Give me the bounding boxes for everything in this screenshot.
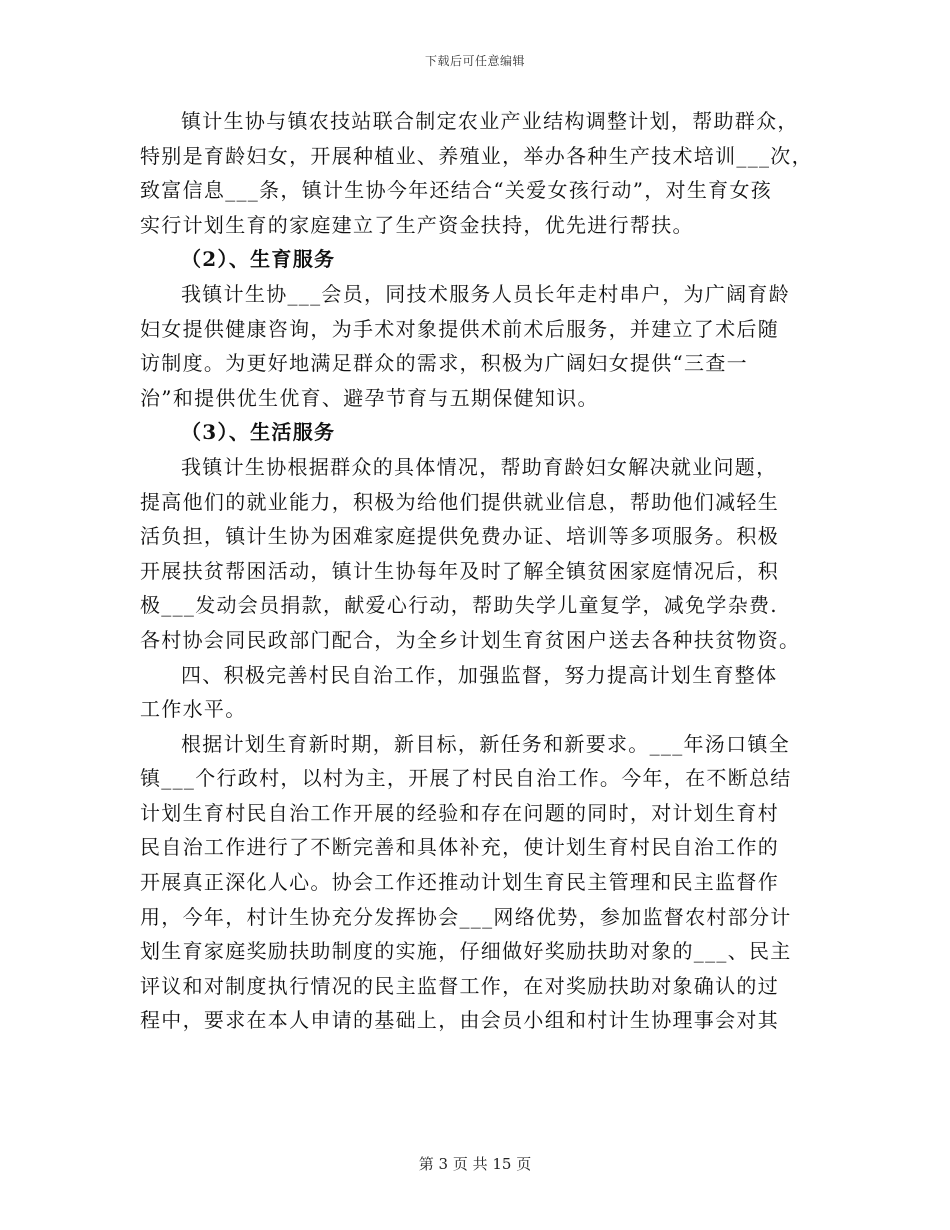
paragraph-line: 划生育家庭奖励扶助制度的实施，仔细做好奖励扶助对象的___、民主: [140, 939, 792, 964]
paragraph-line: 访制度。为更好地满足群众的需求，积极为广阔妇女提供“三查一: [140, 351, 748, 376]
paragraph-line: 我镇计生协根据群众的具体情况，帮助育龄妇女解决就业问题，: [181, 454, 778, 479]
paragraph-line: 妇女提供健康咨询，为手术对象提供术前术后服务，并建立了术后随: [140, 316, 779, 341]
paragraph-line: 特别是育龄妇女，开展种植业、养殖业，举办各种生产技术培训___次，: [140, 143, 813, 168]
document-body: [140, 104, 816, 1038]
paragraph-line: 我镇计生协___会员，同技术服务人员长年走村串户，为广阔育龄: [181, 281, 790, 306]
section-heading-autonomy: 四、积极完善村民自治工作，加强监督，努力提高计划生育整体: [181, 662, 778, 687]
paragraph-line: 根据计划生育新时期，新目标，新任务和新要求。___年汤口镇全: [181, 731, 790, 756]
paragraph-line: 致富信息___条，镇计生协今年还结合“关爱女孩行动”，对生育女孩: [140, 178, 773, 203]
paragraph-line: 计划生育村民自治工作开展的经验和存在问题的同时，对计划生育村: [140, 800, 779, 825]
paragraph-line: 提高他们的就业能力，积极为给他们提供就业信息，帮助他们减轻生: [140, 489, 779, 514]
paragraph-line: 开展扶贫帮困活动，镇计生协每年及时了解全镇贫困家庭情况后，积: [140, 558, 779, 583]
section-heading-life-service: （3）、生活服务: [181, 420, 336, 445]
paragraph-line: 镇___个行政村，以村为主，开展了村民自治工作。今年，在不断总结: [140, 766, 792, 791]
paragraph-line: 程中，要求在本人申请的基础上，由会员小组和村计生协理事会对其: [140, 1008, 779, 1033]
paragraph-line: 工作水平。: [140, 697, 247, 722]
paragraph-line: 镇计生协与镇农技站联合制定农业产业结构调整计划，帮助群众，: [181, 109, 799, 133]
paragraph-line: 活负担，镇计生协为困难家庭提供免费办证、培训等多项服务。积极: [140, 524, 779, 549]
page-number: 第 3 页 共 15 页: [418, 1155, 532, 1173]
section-heading-fertility-service: （2）、生育服务: [181, 247, 336, 272]
paragraph-line: 评议和对制度执行情况的民主监督工作，在对奖励扶助对象确认的过: [140, 973, 779, 998]
paragraph-line: 极___发动会员捐款，献爱心行动，帮助失学儿童复学，减免学杂费.: [140, 593, 778, 618]
paragraph-line: 治”和提供优生优育、避孕节育与五期保健知识。: [140, 385, 599, 410]
paragraph-line: 各村协会同民政部门配合，为全乡计划生育贫困户送去各种扶贫物资。: [140, 627, 801, 652]
paragraph-line: 用，今年，村计生协充分发挥协会___网络优势，参加监督农村部分计: [140, 904, 792, 929]
paragraph-line: 民自治工作进行了不断完善和具体补充，使计划生育村民自治工作的: [140, 835, 779, 860]
paragraph-line: 实行计划生育的家庭建立了生产资金扶持，优先进行帮扶。: [140, 212, 694, 237]
page-header-note: 下载后可任意编辑: [424, 54, 525, 68]
paragraph-line: 开展真正深化人心。协会工作还推动计划生育民主管理和民主监督作: [140, 870, 779, 895]
